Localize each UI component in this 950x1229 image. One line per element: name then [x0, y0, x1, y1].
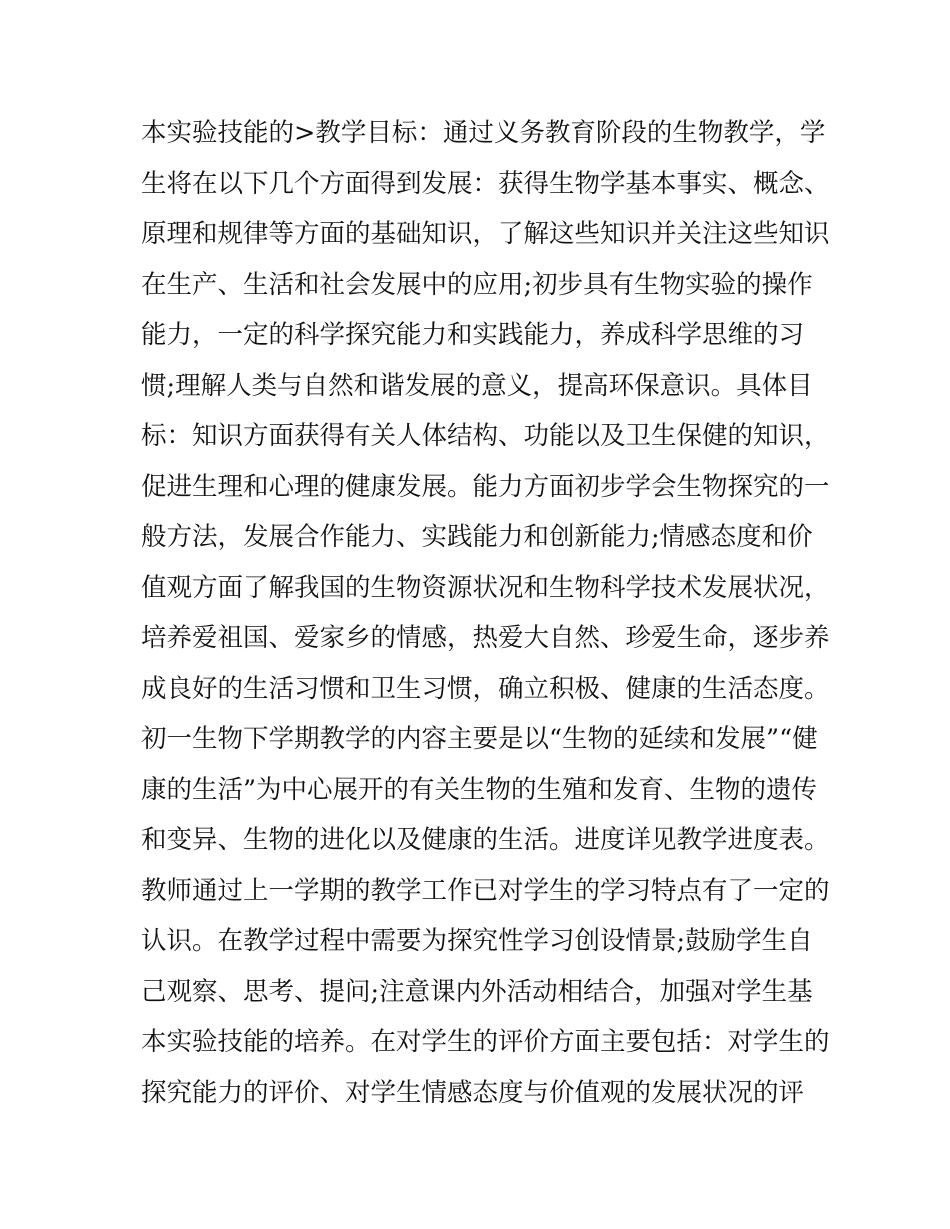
text-line: 教师通过上一学期的教学工作已对学生的学习特点有了一定的	[141, 875, 830, 906]
text-line: 能力，一定的科学探究能力和实践能力，养成科学思维的习	[141, 320, 805, 350]
text-line: 己观察、思考、提问;注意课内外活动相结合，加强对学生基	[141, 976, 813, 1007]
text-line: 值观方面了解我国的生物资源状况和生物科学技术发展状况，	[141, 572, 830, 603]
text-line: 培养爱祖国、爱家乡的情感，热爱大自然、珍爱生命，逐步养	[141, 623, 830, 653]
text-line: 标：知识方面获得有关人体结构、功能以及卫生保健的知识，	[141, 421, 830, 451]
text-line: 惯;理解人类与自然和谐发展的意义，提高环保意识。具体目	[141, 370, 813, 401]
text-line: 本实验技能的培养。在对学生的评价方面主要包括：对学生的	[141, 1027, 830, 1057]
text-line: 在生产、生活和社会发展中的应用;初步具有生物实验的操作	[141, 269, 813, 300]
text-line: 本实验技能的>教学目标：通过义务教育阶段的生物教学，学	[141, 118, 826, 148]
text-line: 生将在以下几个方面得到发展：获得生物学基本事实、概念、	[141, 168, 830, 199]
text-line: 初一生物下学期教学的内容主要是以“生物的延续和发展”“健	[141, 724, 818, 754]
text-line: 成良好的生活习惯和卫生习惯，确立积极、健康的生活态度。	[141, 673, 830, 704]
body-text	[141, 108, 830, 1118]
text-line: 般方法，发展合作能力、实践能力和创新能力;情感态度和价	[141, 522, 813, 552]
text-line: 促进生理和心理的健康发展。能力方面初步学会生物探究的一	[141, 471, 830, 502]
text-line: 探究能力的评价、对学生情感态度与价值观的发展状况的评	[141, 1077, 805, 1108]
text-line: 原理和规律等方面的基础知识，了解这些知识并关注这些知识	[141, 219, 830, 249]
text-line: 和变异、生物的进化以及健康的生活。进度详见教学进度表。	[141, 825, 830, 855]
text-line: 康的生活”为中心展开的有关生物的生殖和发育、生物的遗传	[141, 774, 818, 805]
text-line: 认识。在教学过程中需要为探究性学习创设情景;鼓励学生自	[141, 926, 813, 956]
